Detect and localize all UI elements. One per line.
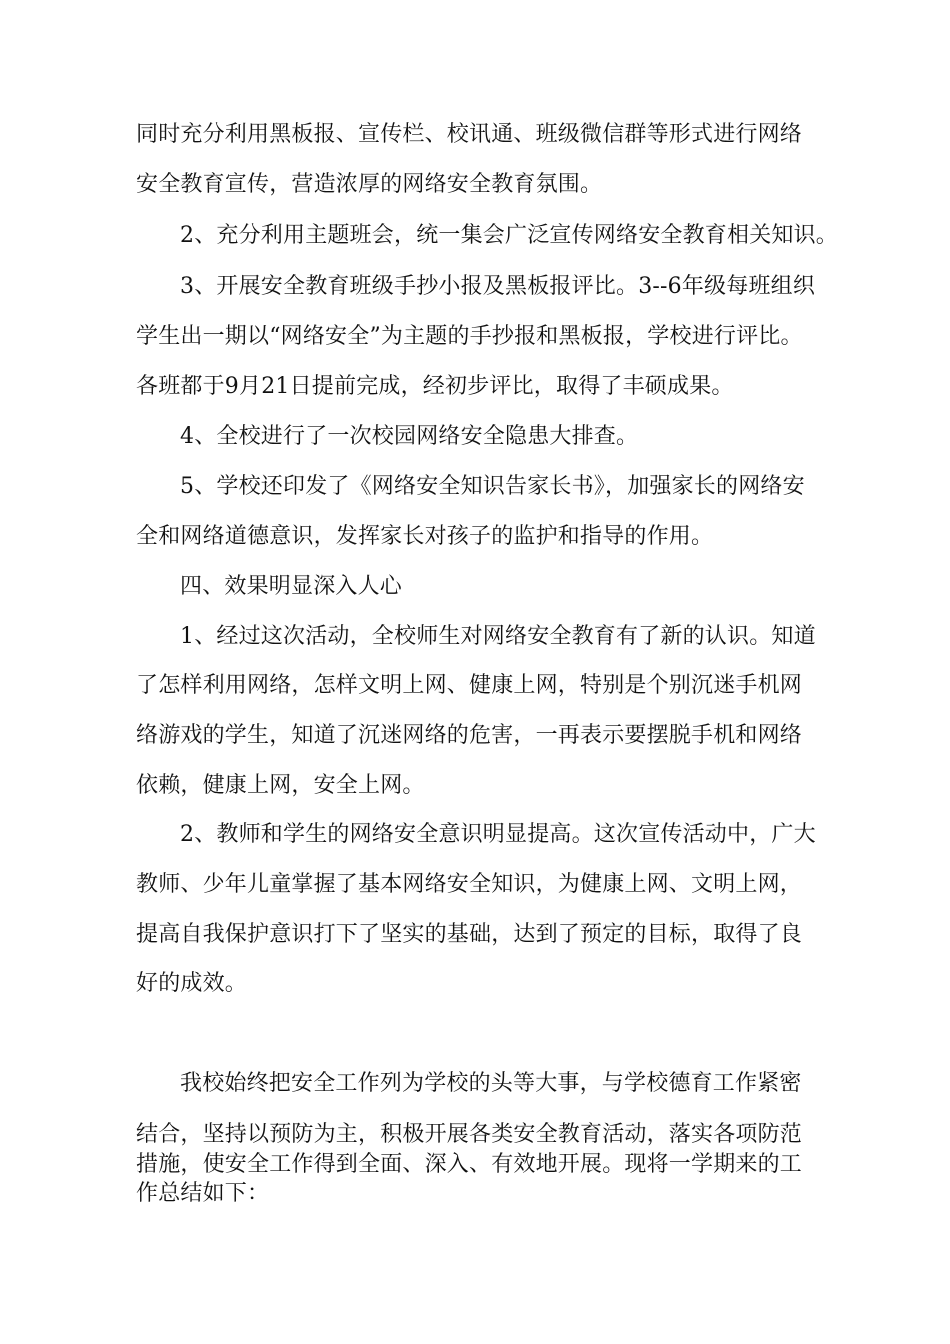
text-line-2: 安全教育宣传，营造浓厚的网络安全教育氛围。 bbox=[136, 172, 603, 197]
text-line-22: 作总结如下： bbox=[136, 1181, 270, 1206]
text-line-3: 2、充分利用主题班会，统一集会广泛宣传网络安全教育相关知识。 bbox=[180, 223, 838, 248]
text-line-21: 措施，使安全工作得到全面、深入、有效地开展。现将一学期来的工 bbox=[136, 1152, 803, 1177]
text-line-19: 我校始终把安全工作列为学校的头等大事，与学校德育工作紧密 bbox=[180, 1071, 802, 1096]
text-line-1: 同时充分利用黑板报、宣传栏、校讯通、班级微信群等形式进行网络 bbox=[136, 122, 803, 147]
text-line-13: 络游戏的学生，知道了沉迷网络的危害，一再表示要摆脱手机和网络 bbox=[136, 723, 803, 748]
text-line-4: 3、开展安全教育班级手抄小报及黑板报评比。3--6年级每班组织 bbox=[180, 274, 816, 299]
text-line-5: 学生出一期以“网络安全”为主题的手抄报和黑板报，学校进行评比。 bbox=[136, 324, 803, 349]
text-line-16: 教师、少年儿童掌握了基本网络安全知识，为健康上网、文明上网， bbox=[136, 872, 803, 897]
section-heading: 四、效果明显深入人心 bbox=[180, 574, 403, 599]
text-line-17: 提高自我保护意识打下了坚实的基础，达到了预定的目标，取得了良 bbox=[136, 922, 803, 947]
text-line-6: 各班都于9月21日提前完成，经初步评比，取得了丰硕成果。 bbox=[136, 374, 734, 399]
text-line-18: 好的成效。 bbox=[136, 971, 248, 996]
text-line-15: 2、教师和学生的网络安全意识明显提高。这次宣传活动中，广大 bbox=[180, 822, 816, 847]
text-line-9: 全和网络道德意识，发挥家长对孩子的监护和指导的作用。 bbox=[136, 524, 714, 549]
text-line-8: 5、学校还印发了《网络安全知识告家长书》，加强家长的网络安 bbox=[180, 474, 805, 499]
text-line-12: 了怎样利用网络，怎样文明上网、健康上网，特别是个别沉迷手机网 bbox=[136, 673, 803, 698]
text-line-11: 1、经过这次活动，全校师生对网络安全教育有了新的认识。知道 bbox=[180, 624, 816, 649]
text-line-7: 4、全校进行了一次校园网络安全隐患大排查。 bbox=[180, 424, 639, 449]
text-line-14: 依赖，健康上网，安全上网。 bbox=[136, 773, 425, 798]
text-line-20: 结合，坚持以预防为主，积极开展各类安全教育活动，落实各项防范 bbox=[136, 1122, 803, 1147]
